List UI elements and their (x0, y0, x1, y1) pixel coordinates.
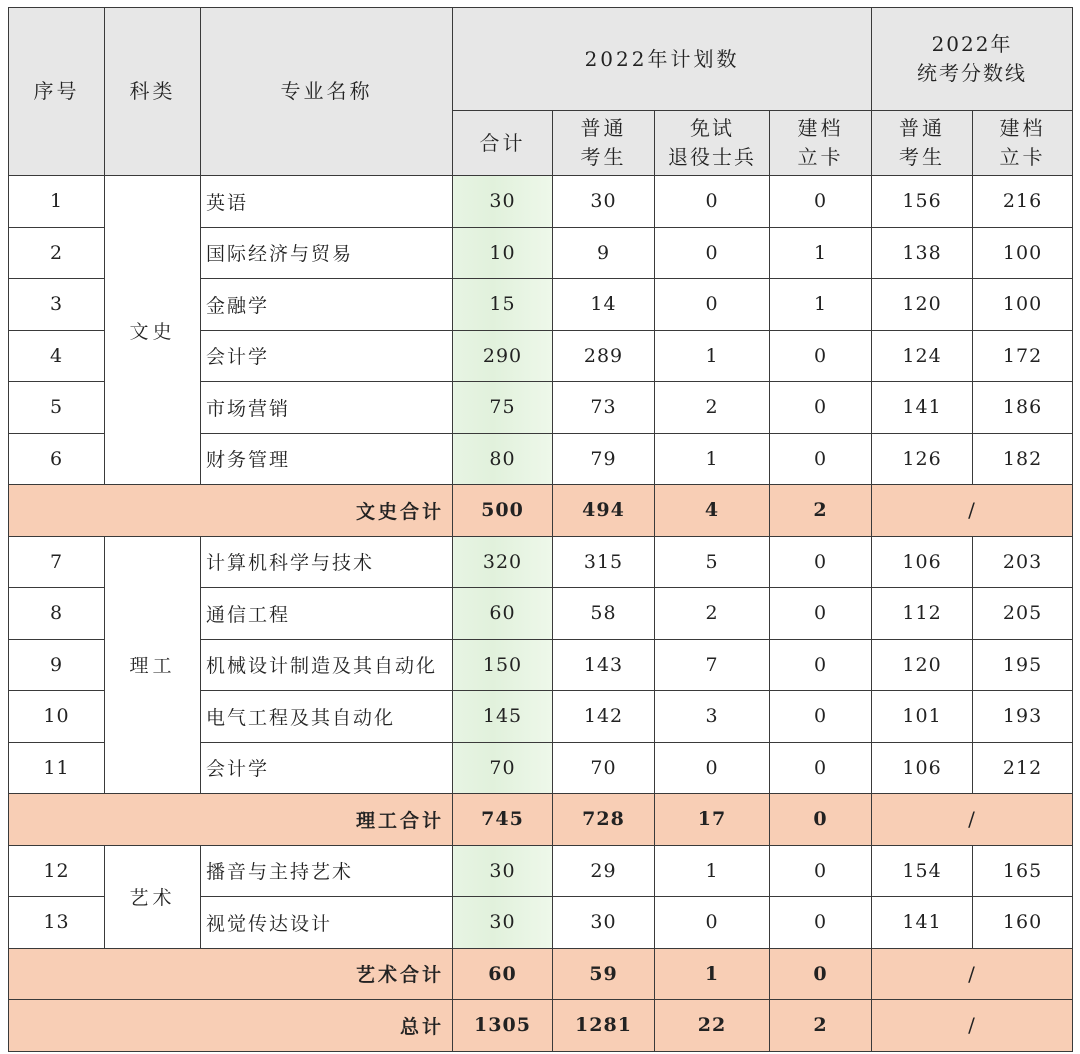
row-plan-poverty: 0 (770, 536, 872, 588)
row-plan-poverty: 0 (770, 588, 872, 640)
row-plan-veteran: 1 (655, 330, 770, 382)
subtotal-row (9, 485, 1073, 537)
header-score-poverty-line2: 立卡 (999, 145, 1046, 169)
header-plan-regular-line2: 考生 (580, 145, 627, 169)
row-plan-regular: 143 (553, 639, 655, 691)
subtotal-row-plan-regular: 59 (553, 948, 655, 1000)
row-plan-total: 80 (453, 433, 553, 485)
table-row (9, 845, 1073, 897)
row-plan-regular: 30 (553, 176, 655, 228)
row-plan-regular: 70 (553, 742, 655, 794)
header-plan-poverty-line2: 立卡 (797, 145, 844, 169)
row-plan-veteran: 0 (655, 176, 770, 228)
row-plan-total: 30 (453, 845, 553, 897)
row-plan-total: 10 (453, 227, 553, 279)
row-plan-poverty: 0 (770, 897, 872, 949)
header-score-regular-line1: 普通 (899, 116, 946, 140)
row-plan-regular: 9 (553, 227, 655, 279)
grand-total-row-plan-veteran: 22 (655, 1000, 770, 1052)
row-major: 会计学 (201, 742, 453, 794)
header-score-group (872, 8, 1073, 111)
row-major: 国际经济与贸易 (201, 227, 453, 279)
row-major: 通信工程 (201, 588, 453, 640)
row-plan-regular: 73 (553, 382, 655, 434)
row-plan-veteran: 2 (655, 382, 770, 434)
row-plan-poverty: 1 (770, 279, 872, 331)
row-major: 市场营销 (201, 382, 453, 434)
row-score-poverty: 100 (973, 279, 1073, 331)
row-plan-veteran: 1 (655, 433, 770, 485)
row-category: 艺术 (105, 845, 201, 948)
row-major: 计算机科学与技术 (201, 536, 453, 588)
row-score-regular: 120 (872, 639, 973, 691)
subtotal-row-label: 文史合计 (9, 485, 453, 537)
header-plan-poverty (770, 111, 872, 176)
row-plan-poverty: 0 (770, 382, 872, 434)
row-score-regular: 124 (872, 330, 973, 382)
row-plan-veteran: 0 (655, 742, 770, 794)
header-plan-regular (553, 111, 655, 176)
row-plan-regular: 315 (553, 536, 655, 588)
row-score-poverty: 165 (973, 845, 1073, 897)
row-score-regular: 112 (872, 588, 973, 640)
row-score-regular: 138 (872, 227, 973, 279)
row-seq: 2 (9, 227, 105, 279)
subtotal-row-plan-total: 500 (453, 485, 553, 537)
row-plan-total: 320 (453, 536, 553, 588)
row-plan-veteran: 0 (655, 227, 770, 279)
subtotal-row-plan-regular: 728 (553, 794, 655, 846)
row-score-regular: 141 (872, 897, 973, 949)
row-plan-regular: 14 (553, 279, 655, 331)
grand-total-row-score: / (872, 1000, 1073, 1052)
subtotal-row-score: / (872, 485, 1073, 537)
row-score-poverty: 160 (973, 897, 1073, 949)
subtotal-row-label: 理工合计 (9, 794, 453, 846)
header-score-regular-line2: 考生 (899, 145, 946, 169)
row-plan-total: 30 (453, 897, 553, 949)
header-plan-veteran (655, 111, 770, 176)
row-plan-total: 290 (453, 330, 553, 382)
row-score-poverty: 193 (973, 691, 1073, 743)
row-plan-regular: 30 (553, 897, 655, 949)
row-score-regular: 101 (872, 691, 973, 743)
header-score-poverty-line1: 建档 (999, 116, 1046, 140)
grand-total-row-plan-total: 1305 (453, 1000, 553, 1052)
row-score-regular: 106 (872, 536, 973, 588)
header-score-group-line1: 2022年 (931, 32, 1013, 56)
row-major: 播音与主持艺术 (201, 845, 453, 897)
header-category: 科类 (105, 8, 201, 176)
grand-total-row-plan-regular: 1281 (553, 1000, 655, 1052)
row-seq: 12 (9, 845, 105, 897)
row-major: 金融学 (201, 279, 453, 331)
header-plan-group: 2022年计划数 (453, 8, 872, 111)
row-score-regular: 156 (872, 176, 973, 228)
header-plan-total: 合计 (453, 111, 553, 176)
subtotal-row-plan-total: 60 (453, 948, 553, 1000)
row-score-regular: 120 (872, 279, 973, 331)
row-score-poverty: 100 (973, 227, 1073, 279)
row-seq: 8 (9, 588, 105, 640)
admission-plan-table (8, 7, 1073, 1052)
row-plan-poverty: 0 (770, 330, 872, 382)
row-plan-regular: 289 (553, 330, 655, 382)
row-plan-poverty: 0 (770, 639, 872, 691)
table-row (9, 536, 1073, 588)
row-plan-regular: 79 (553, 433, 655, 485)
row-plan-regular: 142 (553, 691, 655, 743)
row-seq: 6 (9, 433, 105, 485)
row-major: 视觉传达设计 (201, 897, 453, 949)
row-seq: 9 (9, 639, 105, 691)
row-plan-poverty: 0 (770, 176, 872, 228)
row-seq: 13 (9, 897, 105, 949)
subtotal-row-plan-regular: 494 (553, 485, 655, 537)
row-plan-total: 70 (453, 742, 553, 794)
row-score-poverty: 205 (973, 588, 1073, 640)
row-plan-veteran: 7 (655, 639, 770, 691)
row-score-regular: 126 (872, 433, 973, 485)
header-score-group-line2: 统考分数线 (917, 61, 1028, 85)
grand-total-row-label: 总计 (9, 1000, 453, 1052)
row-category: 文史 (105, 176, 201, 485)
row-plan-veteran: 0 (655, 897, 770, 949)
row-score-poverty: 186 (973, 382, 1073, 434)
header-seq: 序号 (9, 8, 105, 176)
row-plan-total: 30 (453, 176, 553, 228)
header-score-poverty (973, 111, 1073, 176)
row-major: 机械设计制造及其自动化 (201, 639, 453, 691)
row-score-poverty: 172 (973, 330, 1073, 382)
table-row (9, 176, 1073, 228)
header-major-name: 专业名称 (201, 8, 453, 176)
header-plan-veteran-line1: 免试 (690, 116, 734, 140)
row-seq: 7 (9, 536, 105, 588)
header-plan-veteran-line2: 退役士兵 (668, 145, 756, 169)
row-seq: 1 (9, 176, 105, 228)
row-plan-poverty: 0 (770, 691, 872, 743)
grand-total-row-plan-poverty: 2 (770, 1000, 872, 1052)
row-seq: 10 (9, 691, 105, 743)
row-major: 财务管理 (201, 433, 453, 485)
header-plan-poverty-line1: 建档 (797, 116, 844, 140)
row-plan-total: 60 (453, 588, 553, 640)
row-plan-veteran: 1 (655, 845, 770, 897)
header-score-regular (872, 111, 973, 176)
row-score-poverty: 216 (973, 176, 1073, 228)
row-plan-poverty: 0 (770, 433, 872, 485)
row-score-regular: 106 (872, 742, 973, 794)
subtotal-row-plan-veteran: 17 (655, 794, 770, 846)
row-score-poverty: 203 (973, 536, 1073, 588)
row-plan-total: 75 (453, 382, 553, 434)
subtotal-row-score: / (872, 794, 1073, 846)
row-plan-poverty: 0 (770, 742, 872, 794)
row-seq: 11 (9, 742, 105, 794)
subtotal-row-plan-poverty: 2 (770, 485, 872, 537)
header-plan-regular-line1: 普通 (580, 116, 627, 140)
row-seq: 3 (9, 279, 105, 331)
row-score-regular: 154 (872, 845, 973, 897)
row-category: 理工 (105, 536, 201, 794)
grand-total-row (9, 1000, 1073, 1052)
row-score-poverty: 182 (973, 433, 1073, 485)
subtotal-row-label: 艺术合计 (9, 948, 453, 1000)
row-major: 英语 (201, 176, 453, 228)
row-plan-regular: 58 (553, 588, 655, 640)
row-major: 电气工程及其自动化 (201, 691, 453, 743)
row-plan-poverty: 1 (770, 227, 872, 279)
subtotal-row-plan-poverty: 0 (770, 948, 872, 1000)
row-score-poverty: 212 (973, 742, 1073, 794)
subtotal-row (9, 948, 1073, 1000)
row-plan-veteran: 3 (655, 691, 770, 743)
row-seq: 5 (9, 382, 105, 434)
row-plan-veteran: 0 (655, 279, 770, 331)
subtotal-row-plan-veteran: 4 (655, 485, 770, 537)
subtotal-row (9, 794, 1073, 846)
subtotal-row-plan-total: 745 (453, 794, 553, 846)
subtotal-row-plan-veteran: 1 (655, 948, 770, 1000)
row-plan-poverty: 0 (770, 845, 872, 897)
row-plan-total: 150 (453, 639, 553, 691)
row-plan-veteran: 2 (655, 588, 770, 640)
row-plan-total: 145 (453, 691, 553, 743)
subtotal-row-score: / (872, 948, 1073, 1000)
row-seq: 4 (9, 330, 105, 382)
row-score-regular: 141 (872, 382, 973, 434)
row-major: 会计学 (201, 330, 453, 382)
row-plan-total: 15 (453, 279, 553, 331)
row-plan-veteran: 5 (655, 536, 770, 588)
subtotal-row-plan-poverty: 0 (770, 794, 872, 846)
row-plan-regular: 29 (553, 845, 655, 897)
row-score-poverty: 195 (973, 639, 1073, 691)
header-row-top (9, 8, 1073, 111)
